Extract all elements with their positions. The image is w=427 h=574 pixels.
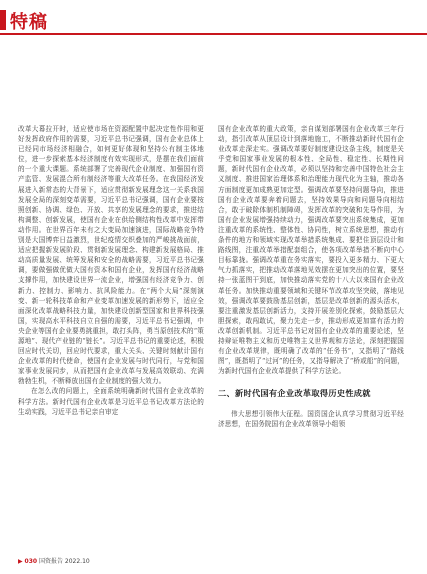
header-rule xyxy=(0,33,427,35)
page-number: 030 xyxy=(24,558,38,565)
footer-triangle-icon: ▶ xyxy=(18,558,23,565)
body-paragraph: 改革大幕拉开时，适应使市场在资源配置中起决定性作用和更好发挥政府作用的需要，习近平总书记强调，国有企业总体上已经同市场经济相融合，如何更好体现和坚持公有制主体地位，进一步探索基本经济制度有效实现形式，是摆在我们面前的一个重大课题。系统部署了完善现代企业制度、加强国有资产监管、发展混合所有制经济等重大改革任务。在我国经济发展进入新常态的大背景下，适应贯彻新发展理念这一关系我国发展全局的深刻变革需要，习近平总书记强调，国有企业要按照创新、协调、绿色、开放、共享的发展理念的要求，推进结构调整、创新发展，使国有企业在供给侧结构性改革中发挥带动作用。在世界百年未有之大变局加速演进，国际战略竞争特别是大国博弈日益激烈，世纪疫情交织叠加的严峻挑战面前，适应把握新发展阶段、贯彻新发展理念、构建新发展格局、推动高质量发展、统筹发展和安全的战略需要，习近平总书记强调，要做强做优做大国有资本和国有企业，发挥国有经济战略支撑作用，加快建设世界一流企业，增强国有经济竞争力、创新力、控制力、影响力、抗风险能力。在“两个大局”深刻演变、新一轮科技革命和产业变革加速发展的新形势下，适应全面深化改革战略科技力量，加快建设创新型国家和世界科技强国，实现高水平科技自立自强的需要，习近平总书记强调，中央企业等国有企业要勇挑重担，敢打头阵，勇当原创技术的“策源地”、现代产业链的“链长”。习近平总书记的重要论述，积极回应时代关切，回应时代要求，重大关头、关键时刻献计国有企业改革的时代使命，使国有企业发展与时代同行，与党和国家事业发展同步，从而把国有企业改革与发展高效联动、充满勃勃生机，不断释放出国有企业制度的强大效力。 xyxy=(18,125,204,386)
body-paragraph: 在怎么改的问题上，全面系统明确新时代国有企业改革的科学方法。新时代国有企业改革是习近平总书记改革方法论的生动实践，习近平总书记亲自审定 xyxy=(18,387,204,416)
publication-info: 国资报告 2022.10 xyxy=(39,558,90,565)
left-column xyxy=(18,124,204,417)
body-paragraph: 国有企业改革的重大政策，亲自谋划部署国有企业改革三年行动，指引改革从顶层设计到落地施工，不断推动新时代国有企业改革走深走实。强调改革要好制度建设这条主线，制度是关乎党和国家事业发展的根本性、全局性、稳定性、长期性问题，新时代国有企业改革，必须以坚持和完善中国特色社会主义制度、推进国家治理体系和治理能力现代化为主轴，推动各方面制度更加成熟更加定型。强调改革要坚持问题导向，推进国有企业改革要奔着问题去，坚持效果导向和问题导向相结合，敢于破除体制机制障碍，发挥改革的突破和先导作用，为国有企业发展增强持续动力，强调改革要突出系统集成，更加注重改革的系统性、整体性、协同性，树立系统思想，推动有条件的地方和领域实现改革举措系统集成、要把住顶层设计和路线图，注重改革举措配套组合，使各项改革举措不断向中心目标靠拢。强调改革重在务实落实，要投入更多精力、下更大气力抓落实，把推动改革落地见效摆在更加突出的位置，要坚持一张蓝图干到底，加快推动落实党的十八大以来国有企业改革任务。加快推动重要领域和关键环节改革攻坚突破，落地见效，强调改革要鼓励基层创新，基层是改革创新的源头活水，要注重激发基层创新活力，支持开展差别化探索，鼓励基层大胆探索，敢闯敢试，聚力先走一步，推动形成更加富有活力的改革创新机制。习近平总书记对国有企业改革的重要论述，坚持辩证唯物主义和历史唯物主义世界观和方法论，深刻把握国有企业改革规律，既明确了改革的“任务书”，又指明了“路线图”，既指明了“过河”的任务，又指导解决了“桥或船”的问题，为新时代国有企业改革提供了科学方法论。 xyxy=(218,125,404,376)
header-accent-block xyxy=(0,10,6,30)
section-title-badge: 特稿 xyxy=(10,12,48,33)
header-bar xyxy=(0,0,427,33)
page-footer xyxy=(18,556,90,565)
right-column xyxy=(218,124,404,430)
section-heading: 二、新时代国有企业改革取得历史性成就 xyxy=(218,388,371,399)
body-paragraph: 伟大思想引领伟大征程。国资国企认真学习贯彻习近平经济思想，在国务院国有企业改革领导小组领 xyxy=(218,410,404,429)
